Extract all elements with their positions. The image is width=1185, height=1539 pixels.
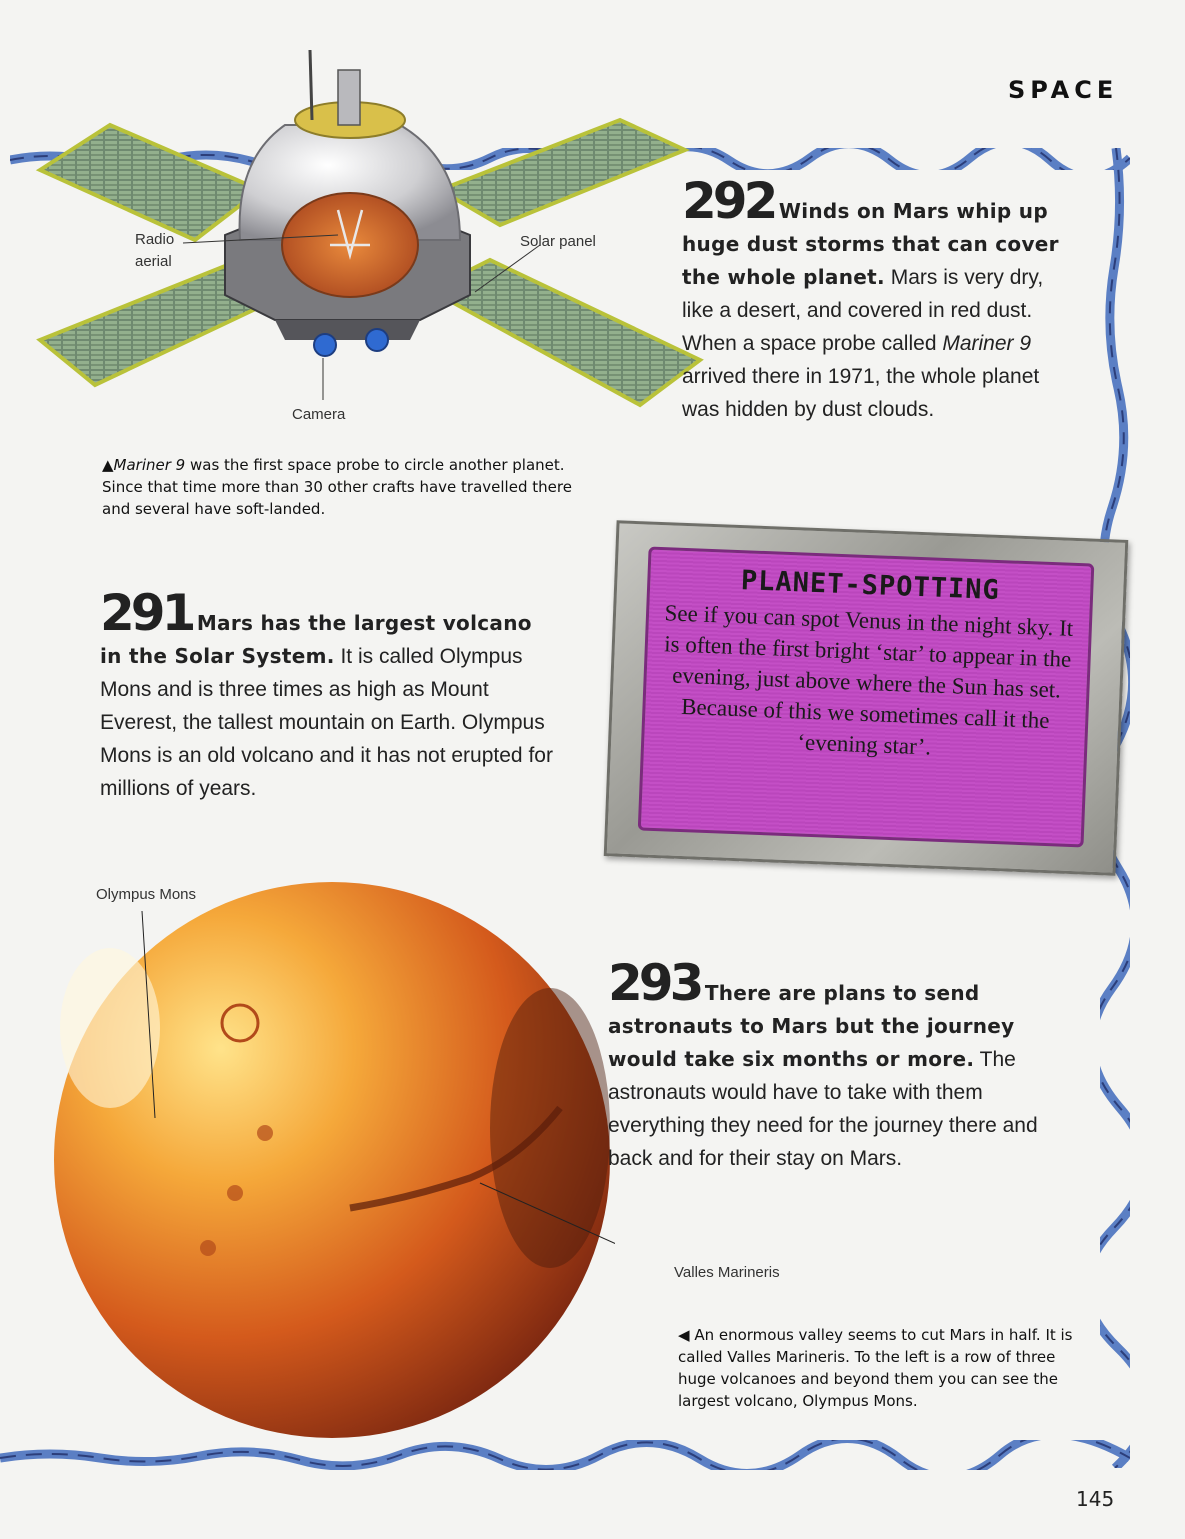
fact-body: The astronauts would have to take with them everything they need for the journey there and back and for their stay on Mars. [608,1048,1038,1170]
caption-arrow: ◀ [678,1326,690,1344]
fact-body-end: arrived there in 1971, the whole planet was hidden by dust clouds. [682,365,1040,421]
olympus-mons-label: Olympus Mons [96,886,197,903]
fact-lead: Winds on Mars whip up huge dust storms that can cover the whole planet. [682,199,1059,289]
page-number: 145 [1076,1487,1115,1511]
section-title: SPACE [1008,76,1119,104]
blue-frame-bottom [0,1440,1130,1470]
fact-body: It is called Olympus Mons and is three times as high as Mount Everest, the tallest mountain on Earth. Olympus Mons is an old volcano and it has not erupted for millions of years. [100,645,553,800]
fact-body-italic: Mariner 9 [942,332,1032,355]
fact-number: 291 [100,584,193,642]
radio-aerial-label: Radio aerial [135,231,175,270]
caption-text: An enormous valley seems to cut Mars in half. It is called Valles Marineris. To the left is a row of three huge volcanoes and beyond them you can see the largest volcano, Olympus Mons. [678,1326,1073,1410]
fact-number: 293 [608,954,701,1012]
fact-number: 292 [682,172,775,230]
fact-291 [100,584,560,806]
camera-label: Camera [292,406,346,423]
planet-spotting-screen [638,547,1095,848]
valles-marineris-label: Valles Marineris [674,1264,780,1281]
mariner-9-probe-illustration [20,40,720,420]
planet-spotting-text: See if you can spot Venus in the night sky. It is often the first bright ‘star’ to appear in the evening, just above where the Sun has set. Because of this we sometimes call it the ‘evening star’. [663,600,1074,760]
fact-lead: There are plans to send astronauts to Mars but the journey would take six months or more. [608,981,1015,1071]
probe-caption [102,454,572,520]
caption-italic: Mariner 9 [113,456,186,474]
caption-arrow: ▲ [102,456,114,474]
mars-planet-illustration [50,878,615,1443]
fact-292 [682,172,1077,427]
fact-body: Mars is very dry, like a desert, and covered in red dust. When a space probe called [682,266,1044,355]
solar-panel-upper-right [440,120,685,225]
solar-panel-label: Solar panel [520,233,596,250]
planet-spotting-box [604,520,1129,875]
planet-spotting-title: PLANET-SPOTTING [740,565,1001,607]
fact-lead: Mars has the largest volcano in the Solar System. [100,611,532,668]
fact-293 [608,954,1078,1176]
mars-caption [678,1324,1078,1412]
caption-text: was the first space probe to circle another planet. Since that time more than 30 other crafts have travelled there and several have soft-landed. [102,456,572,518]
solar-panel-upper-left [40,125,260,240]
